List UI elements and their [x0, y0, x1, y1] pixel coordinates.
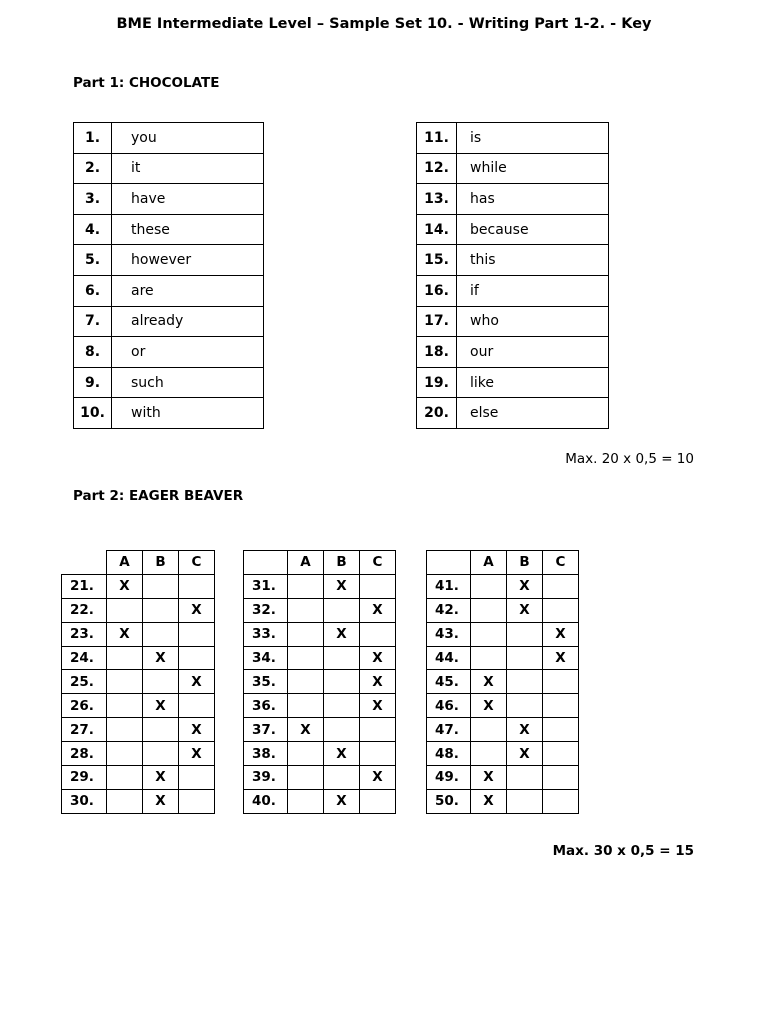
option-cell: [471, 718, 507, 742]
answer-mark: X: [471, 670, 507, 694]
answer-mark: X: [507, 598, 543, 622]
question-number: 42.: [427, 598, 471, 622]
option-cell: [471, 742, 507, 766]
answer-row: [417, 337, 609, 368]
option-cell: [543, 670, 579, 694]
answer-row: [74, 214, 264, 245]
option-cell: [507, 622, 543, 646]
question-number: 13.: [417, 184, 457, 215]
answer-word: our: [457, 337, 609, 368]
answer-word: has: [457, 184, 609, 215]
question-number: 35.: [244, 670, 288, 694]
answer-row: [427, 789, 579, 813]
question-number: 50.: [427, 789, 471, 813]
option-cell: [107, 742, 143, 766]
option-header: B: [143, 551, 179, 575]
answer-mark: X: [324, 574, 360, 598]
question-number: 25.: [62, 670, 107, 694]
answer-row: [244, 766, 396, 790]
question-number: 33.: [244, 622, 288, 646]
answer-mark: X: [143, 789, 179, 813]
part2-max-score: Max. 30 x 0,5 = 15: [552, 843, 694, 859]
option-cell: [471, 622, 507, 646]
answer-row: [74, 184, 264, 215]
answer-word: if: [457, 275, 609, 306]
answer-row: [417, 398, 609, 429]
answer-mark: X: [107, 622, 143, 646]
option-cell: [507, 670, 543, 694]
option-cell: [324, 670, 360, 694]
answer-row: [74, 245, 264, 276]
answer-word: with: [112, 398, 264, 429]
answer-mark: X: [179, 598, 215, 622]
part2-table-1: [61, 550, 215, 814]
option-cell: [543, 598, 579, 622]
option-cell: [324, 766, 360, 790]
answer-row: [62, 789, 215, 813]
answer-row: [417, 306, 609, 337]
answer-mark: X: [288, 718, 324, 742]
option-cell: [179, 574, 215, 598]
option-cell: [471, 646, 507, 670]
question-number: 43.: [427, 622, 471, 646]
option-cell: [360, 789, 396, 813]
option-cell: [360, 742, 396, 766]
answer-word: like: [457, 367, 609, 398]
answer-mark: X: [179, 718, 215, 742]
header-row: [244, 551, 396, 575]
answer-row: [427, 742, 579, 766]
option-cell: [107, 789, 143, 813]
question-number: 46.: [427, 694, 471, 718]
answer-row: [74, 367, 264, 398]
question-number: 37.: [244, 718, 288, 742]
option-cell: [543, 574, 579, 598]
answer-word: these: [112, 214, 264, 245]
question-number: 16.: [417, 275, 457, 306]
answer-word: who: [457, 306, 609, 337]
answer-mark: X: [360, 646, 396, 670]
question-number: 21.: [62, 574, 107, 598]
answer-word: such: [112, 367, 264, 398]
option-cell: [288, 789, 324, 813]
answer-word: this: [457, 245, 609, 276]
option-cell: [471, 598, 507, 622]
answer-mark: X: [324, 789, 360, 813]
option-cell: [507, 789, 543, 813]
option-cell: [288, 646, 324, 670]
question-number: 38.: [244, 742, 288, 766]
answer-row: [244, 622, 396, 646]
question-number: 5.: [74, 245, 112, 276]
answer-word: have: [112, 184, 264, 215]
question-number: 26.: [62, 694, 107, 718]
header-row: [427, 551, 579, 575]
answer-row: [62, 574, 215, 598]
answer-row: [427, 646, 579, 670]
answer-row: [244, 742, 396, 766]
answer-mark: X: [360, 694, 396, 718]
answer-row: [62, 670, 215, 694]
answer-word: however: [112, 245, 264, 276]
option-cell: [107, 718, 143, 742]
question-number: 48.: [427, 742, 471, 766]
part2-heading: Part 2: EAGER BEAVER: [73, 488, 244, 504]
option-cell: [288, 622, 324, 646]
answer-row: [417, 153, 609, 184]
answer-word: else: [457, 398, 609, 429]
option-cell: [107, 646, 143, 670]
question-number: 22.: [62, 598, 107, 622]
question-number: 1.: [74, 123, 112, 154]
option-cell: [543, 694, 579, 718]
answer-row: [74, 275, 264, 306]
answer-mark: X: [324, 622, 360, 646]
option-header: B: [507, 551, 543, 575]
option-cell: [179, 789, 215, 813]
answer-row: [417, 184, 609, 215]
answer-row: [417, 214, 609, 245]
question-number: 40.: [244, 789, 288, 813]
answer-row: [74, 337, 264, 368]
question-number: 30.: [62, 789, 107, 813]
answer-mark: X: [107, 574, 143, 598]
answer-word: while: [457, 153, 609, 184]
option-cell: [143, 742, 179, 766]
answer-word: are: [112, 275, 264, 306]
answer-mark: X: [507, 574, 543, 598]
question-number: 3.: [74, 184, 112, 215]
option-header: C: [543, 551, 579, 575]
question-number: 29.: [62, 766, 107, 790]
question-number: 15.: [417, 245, 457, 276]
option-cell: [288, 694, 324, 718]
option-cell: [143, 670, 179, 694]
option-cell: [543, 789, 579, 813]
question-number: 19.: [417, 367, 457, 398]
part1-heading: Part 1: CHOCOLATE: [73, 75, 220, 91]
answer-mark: X: [543, 622, 579, 646]
option-cell: [288, 574, 324, 598]
part1-table-left: [73, 122, 264, 429]
option-cell: [471, 574, 507, 598]
option-cell: [179, 694, 215, 718]
question-number: 10.: [74, 398, 112, 429]
question-number: 23.: [62, 622, 107, 646]
option-header: C: [360, 551, 396, 575]
question-number: 11.: [417, 123, 457, 154]
answer-row: [62, 646, 215, 670]
option-cell: [360, 718, 396, 742]
answer-row: [244, 789, 396, 813]
answer-row: [427, 598, 579, 622]
answer-row: [244, 718, 396, 742]
corner-cell: [427, 551, 471, 575]
question-number: 36.: [244, 694, 288, 718]
answer-mark: X: [471, 694, 507, 718]
corner-cell: [244, 551, 288, 575]
answer-mark: X: [543, 646, 579, 670]
answer-row: [417, 245, 609, 276]
question-number: 41.: [427, 574, 471, 598]
part1-table-right: [416, 122, 609, 429]
option-header: A: [107, 551, 143, 575]
answer-row: [62, 766, 215, 790]
answer-row: [62, 742, 215, 766]
question-number: 9.: [74, 367, 112, 398]
answer-word: is: [457, 123, 609, 154]
part2-table-3: [426, 550, 579, 814]
answer-mark: X: [360, 766, 396, 790]
question-number: 47.: [427, 718, 471, 742]
question-number: 18.: [417, 337, 457, 368]
question-number: 24.: [62, 646, 107, 670]
header-row: [62, 551, 215, 575]
answer-row: [62, 694, 215, 718]
answer-mark: X: [179, 670, 215, 694]
answer-mark: X: [507, 742, 543, 766]
answer-row: [427, 574, 579, 598]
option-cell: [543, 718, 579, 742]
answer-row: [74, 398, 264, 429]
answer-word: because: [457, 214, 609, 245]
option-cell: [107, 766, 143, 790]
answer-row: [427, 622, 579, 646]
answer-row: [74, 153, 264, 184]
answer-mark: X: [143, 694, 179, 718]
option-header: C: [179, 551, 215, 575]
question-number: 32.: [244, 598, 288, 622]
question-number: 34.: [244, 646, 288, 670]
option-cell: [143, 622, 179, 646]
option-header: B: [324, 551, 360, 575]
question-number: 4.: [74, 214, 112, 245]
answer-row: [62, 718, 215, 742]
answer-word: you: [112, 123, 264, 154]
page-title: BME Intermediate Level – Sample Set 10. - Writing Part 1-2. - Key: [116, 16, 652, 32]
option-cell: [507, 694, 543, 718]
option-cell: [360, 622, 396, 646]
answer-row: [74, 306, 264, 337]
question-number: 20.: [417, 398, 457, 429]
answer-word: it: [112, 153, 264, 184]
answer-row: [417, 275, 609, 306]
answer-mark: X: [360, 598, 396, 622]
option-cell: [288, 766, 324, 790]
question-number: 28.: [62, 742, 107, 766]
option-cell: [179, 766, 215, 790]
question-number: 44.: [427, 646, 471, 670]
option-cell: [324, 694, 360, 718]
option-cell: [507, 646, 543, 670]
question-number: 31.: [244, 574, 288, 598]
option-cell: [143, 718, 179, 742]
question-number: 12.: [417, 153, 457, 184]
option-cell: [288, 670, 324, 694]
option-cell: [324, 598, 360, 622]
answer-mark: X: [179, 742, 215, 766]
option-cell: [543, 766, 579, 790]
answer-row: [244, 694, 396, 718]
option-cell: [143, 598, 179, 622]
option-cell: [507, 766, 543, 790]
part2-table-2: [243, 550, 396, 814]
question-number: 27.: [62, 718, 107, 742]
answer-row: [427, 694, 579, 718]
corner-cell: [62, 551, 107, 575]
option-cell: [107, 598, 143, 622]
answer-row: [244, 574, 396, 598]
answer-mark: X: [143, 646, 179, 670]
answer-mark: X: [143, 766, 179, 790]
question-number: 39.: [244, 766, 288, 790]
answer-row: [244, 646, 396, 670]
option-cell: [543, 742, 579, 766]
answer-mark: X: [471, 789, 507, 813]
option-header: A: [288, 551, 324, 575]
option-cell: [143, 574, 179, 598]
answer-row: [427, 766, 579, 790]
option-header: A: [471, 551, 507, 575]
answer-row: [427, 718, 579, 742]
answer-row: [244, 598, 396, 622]
option-cell: [360, 574, 396, 598]
answer-row: [417, 123, 609, 154]
answer-row: [244, 670, 396, 694]
option-cell: [107, 694, 143, 718]
question-number: 49.: [427, 766, 471, 790]
answer-row: [74, 123, 264, 154]
question-number: 8.: [74, 337, 112, 368]
answer-mark: X: [471, 766, 507, 790]
part1-max-score: Max. 20 x 0,5 = 10: [565, 451, 694, 467]
answer-word: or: [112, 337, 264, 368]
option-cell: [288, 598, 324, 622]
option-cell: [107, 670, 143, 694]
answer-mark: X: [507, 718, 543, 742]
option-cell: [324, 646, 360, 670]
answer-row: [62, 598, 215, 622]
question-number: 45.: [427, 670, 471, 694]
answer-row: [62, 622, 215, 646]
question-number: 6.: [74, 275, 112, 306]
answer-word: already: [112, 306, 264, 337]
answer-mark: X: [360, 670, 396, 694]
option-cell: [179, 646, 215, 670]
option-cell: [288, 742, 324, 766]
option-cell: [179, 622, 215, 646]
question-number: 7.: [74, 306, 112, 337]
question-number: 17.: [417, 306, 457, 337]
answer-row: [417, 367, 609, 398]
question-number: 2.: [74, 153, 112, 184]
option-cell: [324, 718, 360, 742]
answer-mark: X: [324, 742, 360, 766]
question-number: 14.: [417, 214, 457, 245]
answer-row: [427, 670, 579, 694]
